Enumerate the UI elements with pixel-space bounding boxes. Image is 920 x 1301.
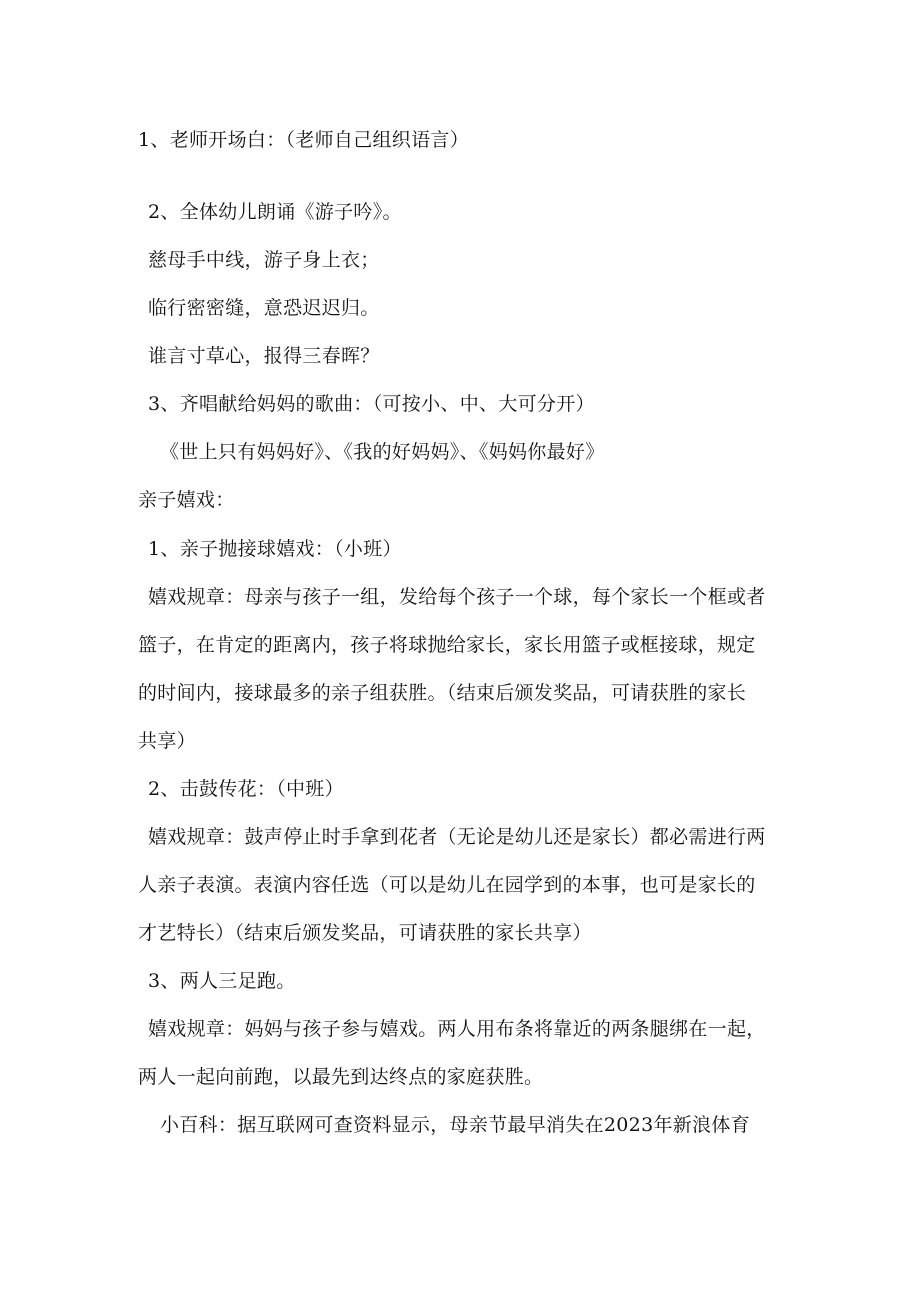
- encyclopedia-line: 小百科：据互联网可查资料显示，母亲节最早消失在2023年新浪体育: [160, 1114, 750, 1136]
- game-1-rule-line-3: 的时间内，接球最多的亲子组获胜。（结束后颁发奖品，可请获胜的家长: [138, 682, 747, 704]
- game-1-rule-line-1: 嬉戏规章：母亲与孩子一组，发给每个孩子一个球，每个家长一个框或者: [148, 586, 766, 608]
- game-2-rule-line-1: 嬉戏规章：鼓声停止时手拿到花者（无论是幼儿还是家长）都必需进行两: [148, 826, 766, 848]
- games-heading: 亲子嬉戏：: [138, 489, 235, 511]
- poem-line-2: 临行密密缝，意恐迟迟归。: [148, 297, 380, 319]
- game-1-rule-line-2: 篮子，在肯定的距离内，孩子将球抛给家长，家长用篮子或框接球，规定: [138, 634, 756, 656]
- section-opening-line: 1、老师开场白：（老师自己组织语言）: [138, 129, 469, 151]
- game-3-title: 3、两人三足跑。: [148, 970, 296, 992]
- poem-line-1: 慈母手中线，游子身上衣；: [148, 249, 380, 271]
- game-3-rule-line-1: 嬉戏规章：妈妈与孩子参与嬉戏。两人用布条将靠近的两条腿绑在一起，: [148, 1018, 766, 1040]
- poem-line-3: 谁言寸草心，报得三春晖？: [148, 345, 380, 367]
- game-2-title: 2、击鼓传花：（中班）: [148, 778, 344, 800]
- game-2-rule-line-3: 才艺特长）（结束后颁发奖品，可请获胜的家长共享）: [138, 922, 592, 944]
- game-2-rule-line-2: 人亲子表演。表演内容任选（可以是幼儿在园学到的本事，也可是家长的: [138, 874, 756, 896]
- game-3-rule-line-2: 两人一起向前跑，以最先到达终点的家庭获胜。: [138, 1066, 544, 1088]
- game-1-rule-line-4: 共享）: [138, 730, 196, 752]
- game-1-title: 1、亲子抛接球嬉戏：（小班）: [148, 538, 402, 560]
- section-recitation-line: 2、全体幼儿朗诵《游子吟》。: [148, 201, 402, 223]
- song-list-line: 《世上只有妈妈好》、《我的好妈妈》、《妈妈你最好》: [160, 441, 605, 463]
- section-songs-line: 3、齐唱献给妈妈的歌曲：（可按小、中、大可分开）: [148, 393, 595, 415]
